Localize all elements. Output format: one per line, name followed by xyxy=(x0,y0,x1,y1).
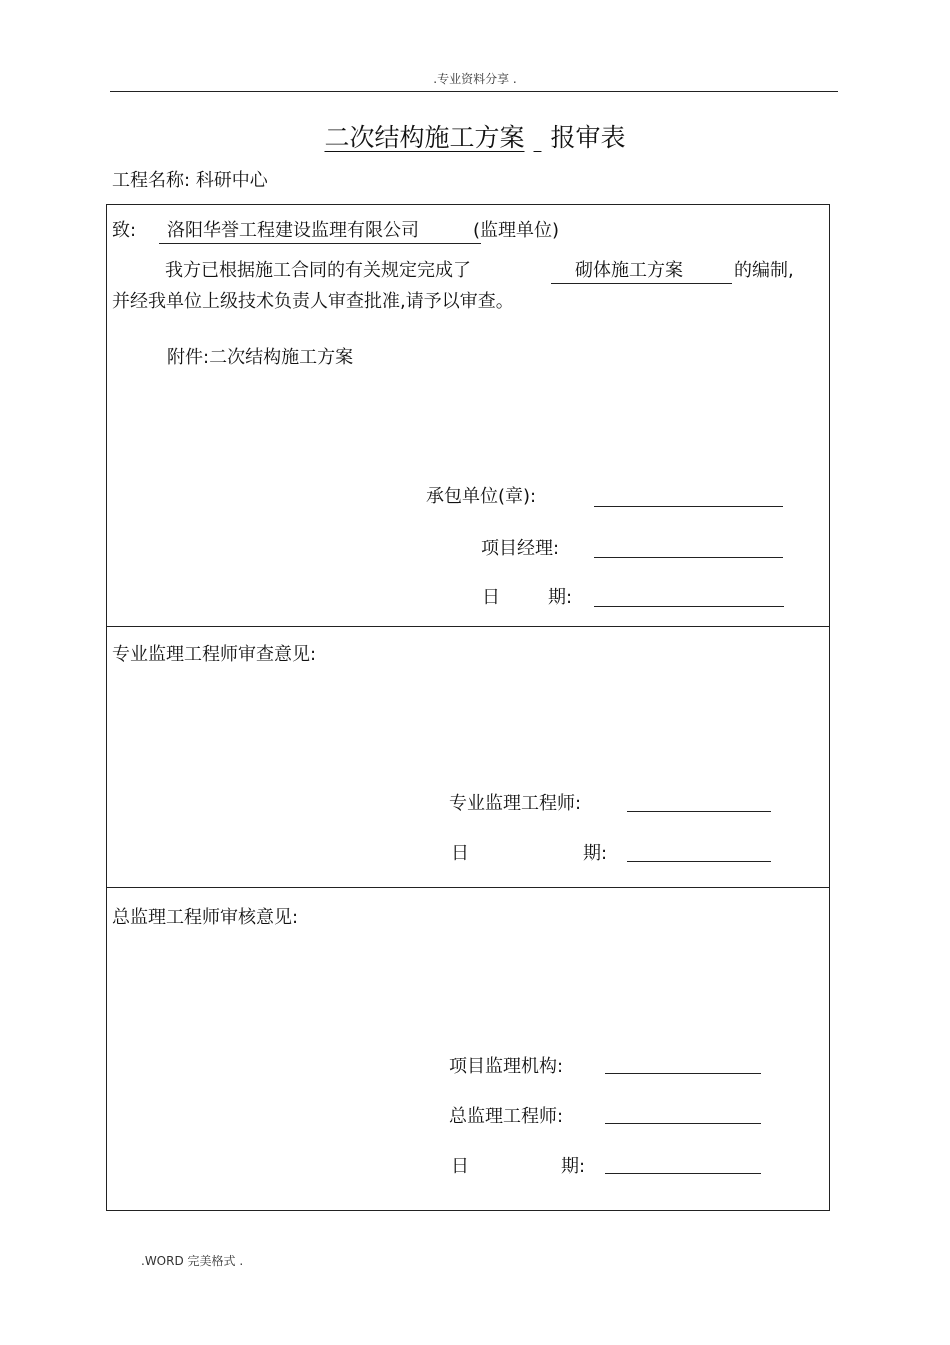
document-title xyxy=(0,118,950,154)
project-value: 科研中心 xyxy=(195,170,268,191)
engineer-date-label-a: 日 xyxy=(451,843,469,864)
para-suffix: 的编制, xyxy=(734,260,794,281)
chief-date-label-a: 日 xyxy=(451,1156,469,1177)
page-footer: .WORD 完美格式 . xyxy=(141,1254,244,1268)
date-sign-line xyxy=(594,590,784,607)
para-prefix: 我方已根据施工合同的有关规定完成了 xyxy=(165,260,471,281)
chief-review-heading: 总监理工程师审核意见: xyxy=(112,907,299,928)
date-label-b: 期: xyxy=(548,587,573,608)
title-rest: 报审表 xyxy=(550,123,626,152)
contractor-sign-line xyxy=(594,490,783,507)
engineer-date-label-b: 期: xyxy=(583,843,608,864)
chief-date-label-b: 期: xyxy=(561,1156,586,1177)
date-label-a: 日 xyxy=(482,587,500,608)
org-label: 项目监理机构: xyxy=(449,1056,564,1077)
to-label: 致: xyxy=(112,220,137,241)
engineer-sign-line xyxy=(627,795,771,812)
engineer-date-line xyxy=(627,845,771,862)
chief-sign-line xyxy=(605,1107,761,1124)
project-label: 工程名称: xyxy=(112,170,191,191)
title-underline-gap xyxy=(525,123,551,152)
to-company: 洛阳华誉工程建设监理有限公司 xyxy=(159,216,481,244)
chief-label: 总监理工程师: xyxy=(449,1106,564,1127)
header-divider xyxy=(110,91,838,92)
org-sign-line xyxy=(605,1057,761,1074)
engineer-label: 专业监理工程师: xyxy=(449,793,582,814)
page-header: .专业资料分享 . xyxy=(433,72,517,86)
plan-name: 砌体施工方案 xyxy=(551,256,732,284)
title-underlined: 二次结构施工方案 xyxy=(324,123,525,152)
para-line2: 并经我单位上级技术负责人审查批准,请予以审查。 xyxy=(112,291,514,312)
project-name-row xyxy=(112,166,268,192)
to-suffix: (监理单位) xyxy=(473,220,560,241)
engineer-review-heading: 专业监理工程师审查意见: xyxy=(112,644,317,665)
pm-label: 项目经理: xyxy=(481,538,560,559)
pm-sign-line xyxy=(594,541,783,558)
contractor-label: 承包单位(章): xyxy=(426,486,537,507)
chief-date-line xyxy=(605,1157,761,1174)
attachment: 附件:二次结构施工方案 xyxy=(167,347,354,368)
